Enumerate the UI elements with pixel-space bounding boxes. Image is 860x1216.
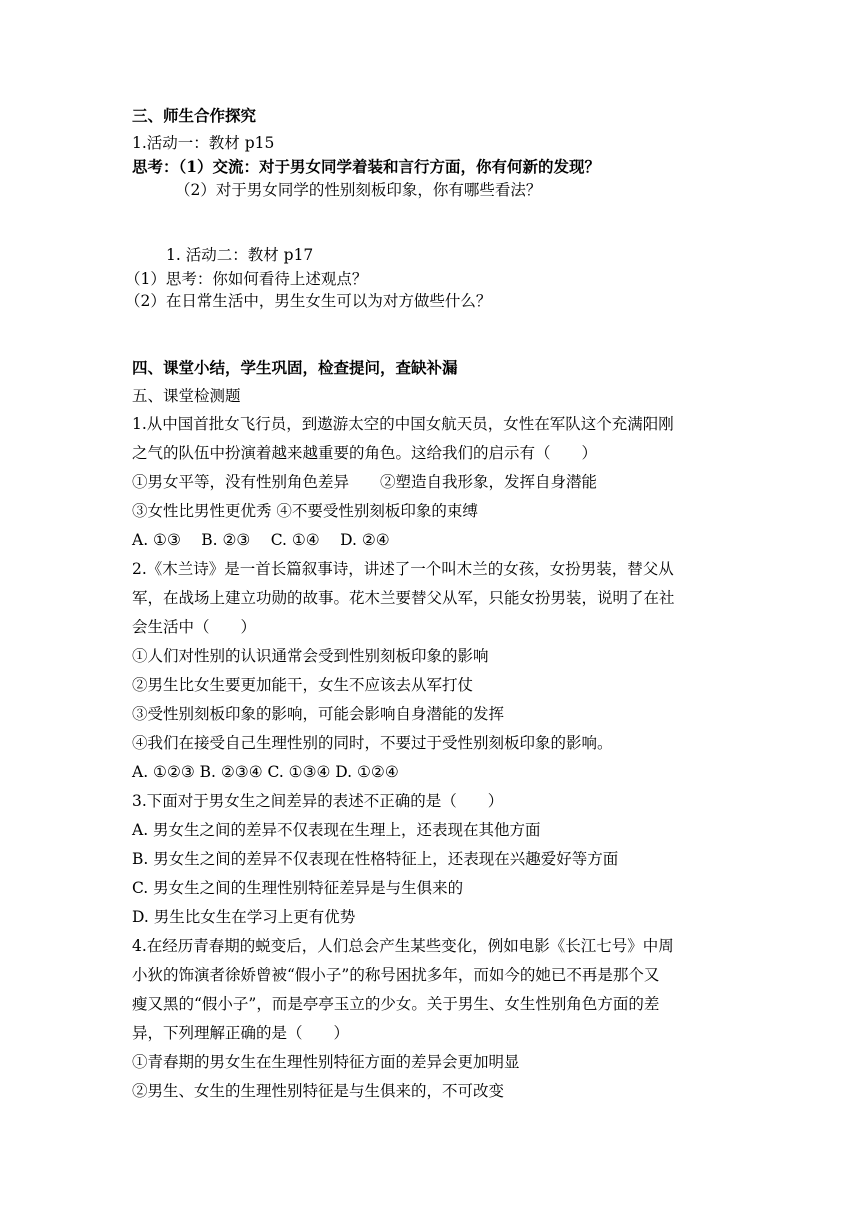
q2-option-2: ②男生比女生要更加能干，女生不应该去从军打仗 [132, 676, 474, 694]
q3-line-1: 3.下面对于男女生之间差异的表述不正确的是（ ） [132, 792, 504, 810]
q3-option-c: C. 男女生之间的生理性别特征差异是与生俱来的 [132, 879, 464, 897]
q1-option-line-2: ③女性比男性更优秀 ④不要受性别刻板印象的束缚 [132, 502, 478, 520]
q2-option-1: ①人们对性别的认识通常会受到性别刻板印象的影响 [132, 647, 489, 665]
section5-heading: 五、课堂检测题 [132, 387, 241, 405]
q2-line-2: 军，在战场上建立功勋的故事。花木兰要替父从军，只能女扮男装，说明了在社 [132, 589, 675, 607]
q4-line-3: 瘦又黑的“假小子”，而是亭亭玉立的少女。关于男生、女生性别角色方面的差 [132, 995, 660, 1013]
think-question-1: 思考：（1）交流：对于男女同学着装和言行方面，你有何新的发现？ [132, 157, 601, 176]
q2-line-3: 会生活中（ ） [132, 618, 257, 636]
q2-option-3: ③受性别刻板印象的影响，可能会影响自身潜能的发挥 [132, 705, 505, 723]
q2-choices: A. ①②③ B. ②③④ C. ①③④ D. ①②④ [132, 763, 399, 781]
q1-line-2: 之气的队伍中扮演着越来越重要的角色。这给我们的启示有（ ） [132, 444, 598, 462]
q1-choices: A. ①③ B. ②③ C. ①④ D. ②④ [132, 531, 390, 549]
section3-heading: 三、师生合作探究 [132, 106, 257, 125]
q3-option-d: D. 男生比女生在学习上更有优势 [132, 908, 356, 926]
q2-line-1: 2.《木兰诗》是一首长篇叙事诗，讲述了一个叫木兰的女孩，女扮男装，替父从 [132, 560, 674, 578]
q3-option-b: B. 男女生之间的差异不仅表现在性格特征上，还表现在兴趣爱好等方面 [132, 850, 619, 868]
q2-option-4: ④我们在接受自己生理性别的同时，不要过于受性别刻板印象的影响。 [132, 734, 613, 752]
q4-line-4: 异，下列理解正确的是（ ） [132, 1024, 350, 1042]
q1-line-1: 1.从中国首批女飞行员，到遨游太空的中国女航天员，女性在军队这个充满阳刚 [132, 415, 674, 433]
think-question-2: （2）对于男女同学的性别刻板印象，你有哪些看法？ [175, 181, 542, 199]
q4-option-2: ②男生、女生的生理性别特征是与生俱来的，不可改变 [132, 1082, 505, 1100]
activity2-question-1: （1）思考：你如何看待上述观点？ [125, 270, 368, 288]
q4-line-2: 小狄的饰演者徐娇曾被“假小子”的称号困扰多年，而如今的她已不再是那个又 [132, 966, 660, 984]
q3-option-a: A. 男女生之间的差异不仅表现在生理上，还表现在其他方面 [132, 821, 541, 839]
section4-heading: 四、课堂小结，学生巩固，检查提问，查缺补漏 [132, 358, 458, 377]
activity2-question-2: （2）在日常生活中，男生女生可以为对方做些什么？ [125, 292, 492, 310]
activity2-label: 1. 活动二：教材 p17 [166, 246, 314, 264]
activity1-label: 1.活动一：教材 p15 [132, 134, 275, 152]
q4-line-1: 4.在经历青春期的蜕变后，人们总会产生某些变化，例如电影《长江七号》中周 [132, 937, 674, 955]
q1-option-line-1: ①男女平等，没有性别角色差异 ②塑造自我形象，发挥自身潜能 [132, 473, 598, 491]
q4-option-1: ①青春期的男女生在生理性别特征方面的差异会更加明显 [132, 1053, 520, 1071]
